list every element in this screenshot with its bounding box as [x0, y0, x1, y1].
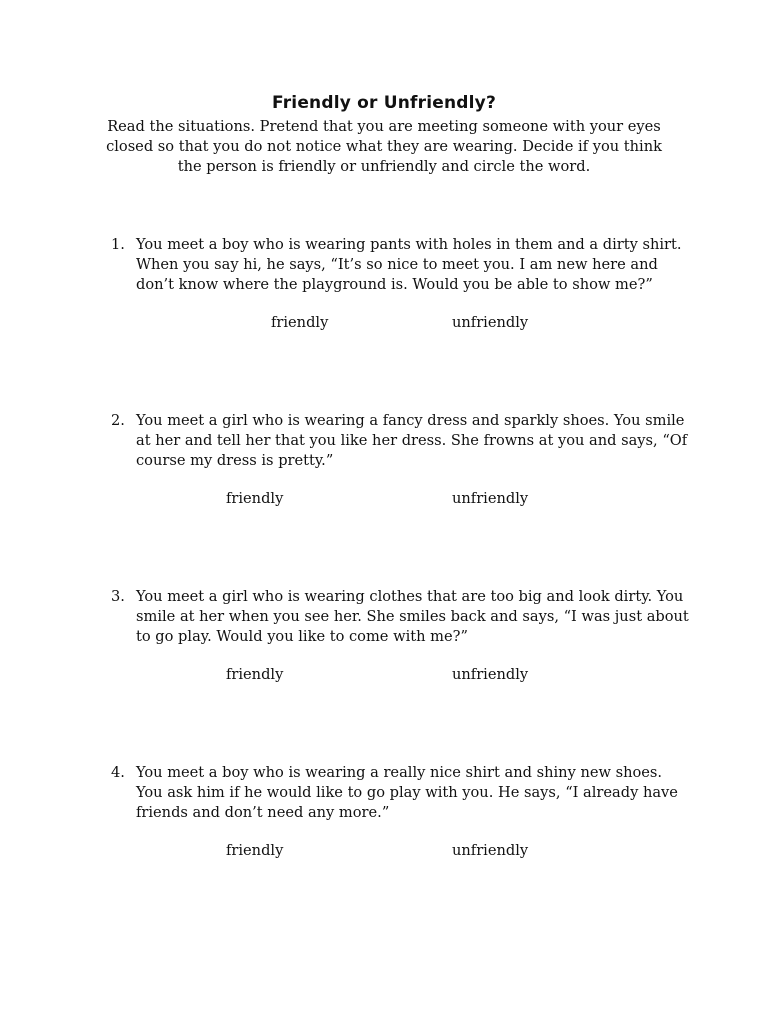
question-4-option-friendly[interactable]: friendly — [226, 842, 284, 859]
question-4 — [111, 763, 691, 823]
question-4-number: 4. — [111, 764, 125, 781]
question-3-number: 3. — [111, 588, 125, 605]
page-title: Friendly or Unfriendly? — [271, 93, 497, 113]
question-1-text: You meet a boy who is wearing pants with holes in them and a dirty shirt. When you say hi, he says, “It’s so nice to meet you. I am new here and don’t know where the playground is. Would you be able to show me?” — [136, 236, 682, 293]
instructions: Read the situations. Pretend that you are meeting someone with your eyes closed so that you do not notice what they are wearing. Decide if you think the person is friendly or unfriendly and circle the word. — [106, 118, 662, 175]
question-3-body — [111, 587, 691, 647]
question-2 — [111, 411, 691, 471]
question-4-body — [111, 763, 691, 823]
question-2-body — [111, 411, 691, 471]
question-3 — [111, 587, 691, 647]
question-1-body — [111, 235, 691, 295]
question-1-option-unfriendly[interactable]: unfriendly — [452, 314, 529, 331]
question-2-text: You meet a girl who is wearing a fancy dress and sparkly shoes. You smile at her and tell her that you like her dress. She frowns at you and says, “Of course my dress is pretty.” — [136, 412, 688, 469]
question-4-text: You meet a boy who is wearing a really nice shirt and shiny new shoes. You ask him if he would like to go play with you. He says, “I already have friends and don’t need any more.” — [136, 764, 678, 821]
question-3-option-friendly[interactable]: friendly — [226, 666, 284, 683]
question-2-number: 2. — [111, 412, 125, 429]
question-1 — [111, 235, 691, 295]
question-4-option-unfriendly[interactable]: unfriendly — [452, 842, 529, 859]
question-3-option-unfriendly[interactable]: unfriendly — [452, 666, 529, 683]
question-2-option-unfriendly[interactable]: unfriendly — [452, 490, 529, 507]
question-1-option-friendly[interactable]: friendly — [271, 314, 329, 331]
question-3-text: You meet a girl who is wearing clothes that are too big and look dirty. You smile at her when you see her. She smiles back and says, “I was just about to go play. Would you like to come with me?” — [136, 588, 689, 645]
question-2-option-friendly[interactable]: friendly — [226, 490, 284, 507]
question-1-number: 1. — [111, 236, 125, 253]
